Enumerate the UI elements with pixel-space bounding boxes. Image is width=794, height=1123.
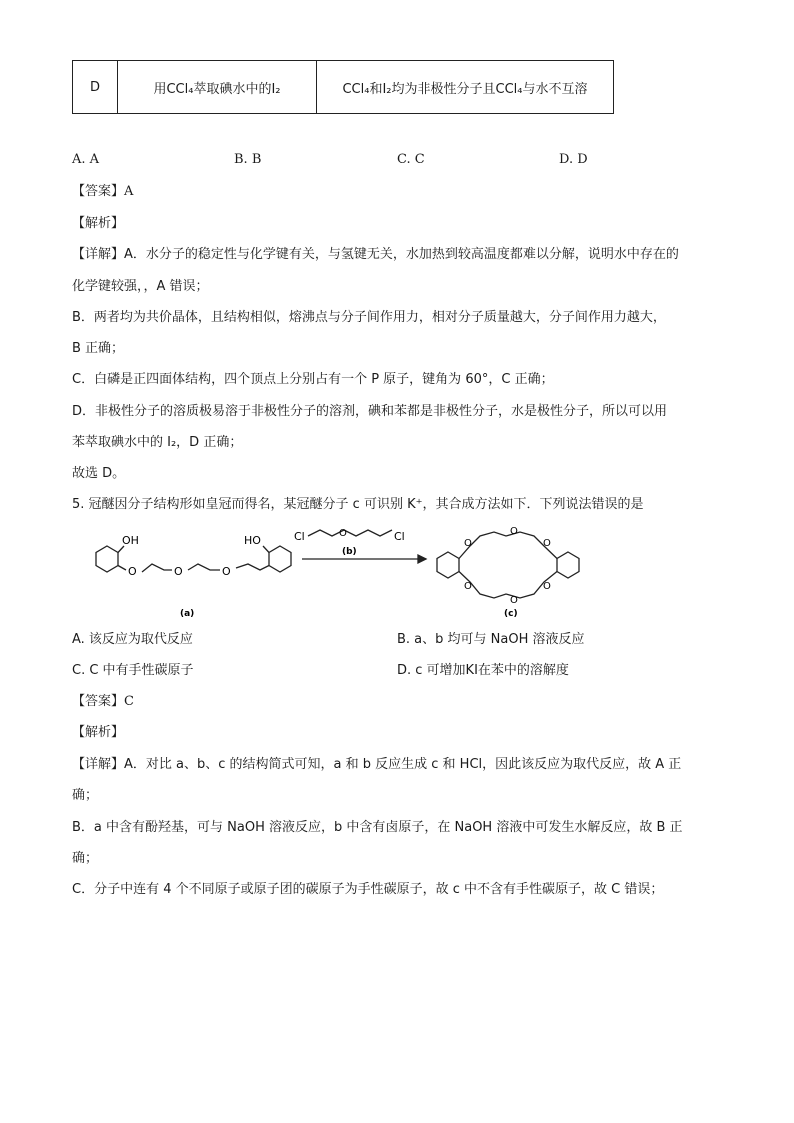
label-o-c3: O — [543, 538, 551, 549]
q4-line-1: 【详解】A．水分子的稳定性与化学键有关，与氢键无关，水加热到较高温度都难以分解，说明水中存在的 — [72, 247, 679, 262]
q4-line-5: C．白磷是正四面体结构，四个顶点上分别占有一个 P 原子，键角为 60°，C 正确； — [72, 372, 554, 387]
q5-line-2: 确； — [72, 788, 99, 803]
choice-d: D. D — [559, 152, 588, 167]
q5-answer: 【答案】C — [72, 694, 134, 709]
label-o-c5: O — [510, 595, 518, 606]
row-explanation: CCl₄和I₂均为非极性分子且CCl₄与水不互溶 — [317, 61, 614, 114]
table-row — [73, 61, 614, 114]
label-c: (c) — [504, 609, 518, 619]
q4-line-7: 苯萃取碘水中的 I₂，D 正确； — [72, 435, 243, 450]
label-oh: OH — [122, 534, 139, 547]
label-o-a2: O — [174, 565, 183, 578]
q5-option-d: D. c 可增加KI在苯中的溶解度 — [397, 663, 569, 678]
q5-stem: 5. 冠醚因分子结构形如皇冠而得名，某冠醚分子 c 可识别 K⁺，其合成方法如下．下列说法错误的是 — [72, 497, 644, 512]
row-letter: D — [73, 61, 118, 114]
choice-a: A. A — [72, 152, 100, 167]
choice-c: C. C — [397, 152, 425, 167]
label-o-b: O — [339, 528, 347, 539]
q5-analysis-label: 【解析】 — [72, 725, 125, 740]
q4-answer: 【答案】A — [72, 184, 134, 199]
benzene-ring-c-right — [557, 552, 579, 578]
q5-line-5: C．分子中连有 4 个不同原子或原子团的碳原子为手性碳原子，故 c 中不含有手性碳原子，故 C 错误； — [72, 882, 664, 897]
q4-line-8: 故选 D。 — [72, 466, 126, 481]
q5-option-c: C. C 中有手性碳原子 — [72, 663, 194, 678]
q4-line-3: B．两者均为共价晶体，且结构相似，熔沸点与分子间作用力，相对分子质量越大，分子间作用力越大， — [72, 310, 666, 325]
q5-line-3: B．a 中含有酚羟基，可与 NaOH 溶液反应，b 中含有卤原子，在 NaOH 溶液中可发生水解反应，故 B 正 — [72, 820, 683, 835]
q5-line-1: 【详解】A．对比 a、b、c 的结构简式可知，a 和 b 反应生成 c 和 HCl，因此该反应为取代反应，故 A 正 — [72, 757, 682, 772]
label-o-c1: O — [464, 538, 472, 549]
choice-b: B. B — [234, 152, 262, 167]
label-o-c4: O — [464, 581, 472, 592]
label-o-a3: O — [222, 565, 231, 578]
label-a: (a) — [180, 609, 195, 619]
label-o-c6: O — [543, 581, 551, 592]
label-ho: HO — [244, 534, 261, 547]
benzene-ring-a-right — [269, 546, 291, 572]
q5-option-a: A. 该反应为取代反应 — [72, 632, 193, 647]
label-cl-right: Cl — [394, 530, 405, 543]
label-o-c2: O — [510, 526, 518, 537]
q5-option-b: B. a、b 均可与 NaOH 溶液反应 — [397, 632, 585, 647]
q5-line-4: 确； — [72, 851, 99, 866]
option-table — [72, 60, 614, 114]
benzene-ring-a-left — [96, 546, 118, 572]
label-b: (b) — [342, 547, 357, 557]
q4-analysis-label: 【解析】 — [72, 216, 125, 231]
q4-choices — [72, 152, 632, 172]
reaction-scheme — [80, 524, 620, 624]
q4-line-6: D．非极性分子的溶质极易溶于非极性分子的溶剂，碘和苯都是非极性分子，水是极性分子，所以可以用 — [72, 404, 668, 419]
row-operation: 用CCl₄萃取碘水中的I₂ — [118, 61, 317, 114]
q4-line-4: B 正确； — [72, 341, 125, 356]
benzene-ring-c-left — [437, 552, 459, 578]
label-cl-left: Cl — [294, 530, 305, 543]
q4-line-2: 化学键较强，，A 错误； — [72, 279, 209, 294]
label-o-a1: O — [128, 565, 137, 578]
